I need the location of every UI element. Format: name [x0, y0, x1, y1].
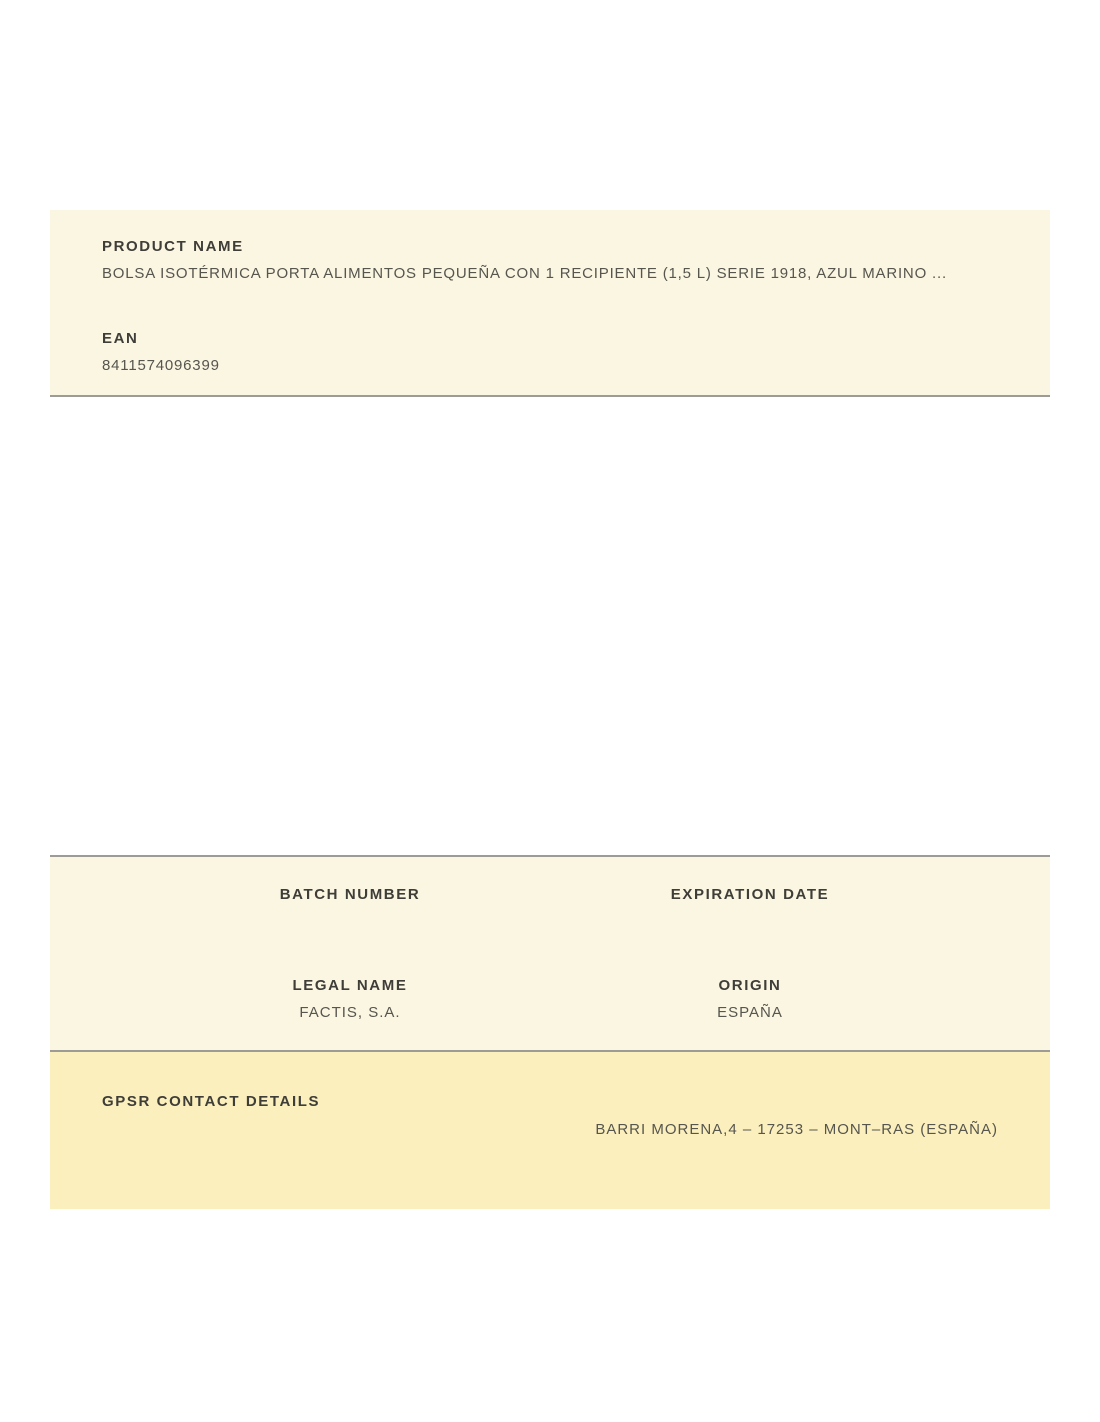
product-name-label: PRODUCT NAME [102, 238, 244, 255]
legal-name-label: LEGAL NAME [292, 977, 408, 994]
product-name-field [102, 237, 998, 283]
legal-name-field [150, 976, 550, 1022]
ean-label: EAN [102, 330, 139, 347]
traceability-grid [150, 885, 950, 1022]
traceability-panel [50, 855, 1050, 1052]
batch-number-label: BATCH NUMBER [279, 886, 421, 903]
ean-field [102, 329, 998, 375]
origin-field [550, 976, 950, 1022]
origin-value: ESPAÑA [717, 1004, 783, 1021]
batch-number-value [150, 913, 550, 931]
gpsr-contact-address: BARRI MORENA,4 – 17253 – MONT–RAS (ESPAÑA) [595, 1121, 998, 1138]
expiration-date-label: EXPIRATION DATE [670, 886, 830, 903]
product-info-panel [50, 210, 1050, 397]
batch-number-field [150, 885, 550, 931]
legal-name-value: FACTIS, S.A. [299, 1004, 401, 1021]
product-name-value: BOLSA ISOTÉRMICA PORTA ALIMENTOS PEQUEÑA CON 1 RECIPIENTE (1,5 L) SERIE 1918, AZUL MARINO ... [102, 265, 947, 282]
expiration-date-field [550, 885, 950, 931]
origin-label: ORIGIN [718, 977, 782, 994]
gpsr-contact-label: GPSR CONTACT DETAILS [102, 1093, 321, 1110]
expiration-date-value [550, 913, 950, 931]
gpsr-contact-panel [50, 1052, 1050, 1209]
ean-value: 8411574096399 [102, 357, 220, 374]
